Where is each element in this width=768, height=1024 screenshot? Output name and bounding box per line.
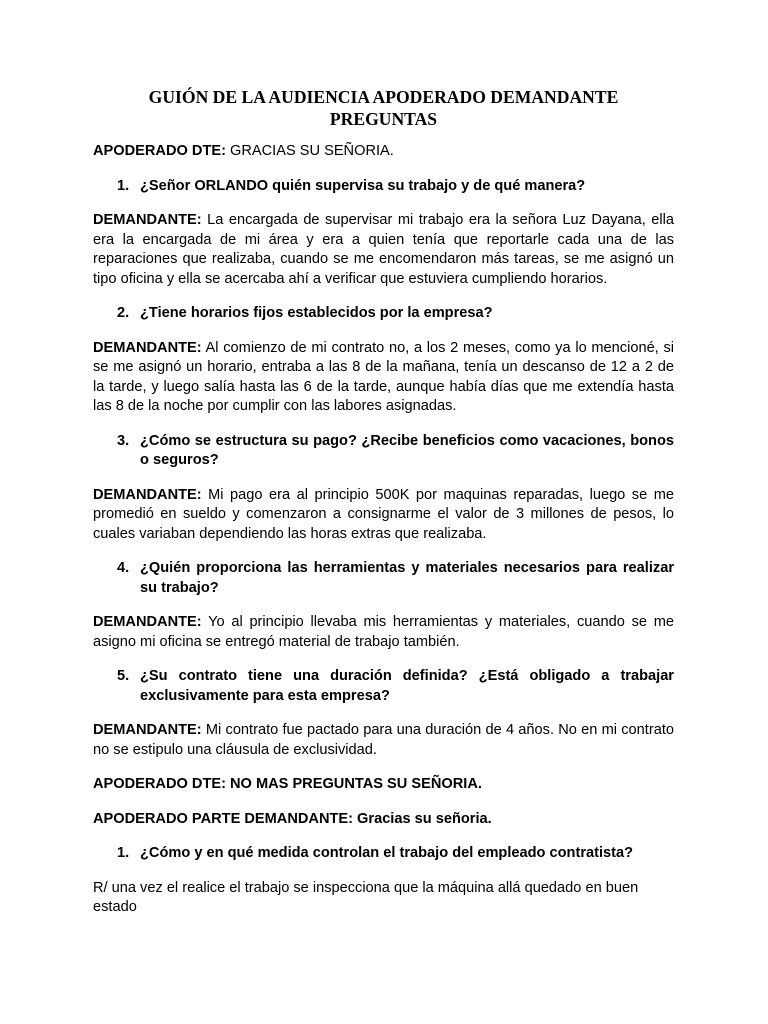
answer-text: La encargada de supervisar mi trabajo era la señora Luz Dayana, ella era la encargada de mi área y era a quien tenía que reportarle cada una de las reparaciones que realizaba, cuando se me encomendaron más tareas, se me asignó un tipo oficina y ella se acercaba ahí a verificar que estuviera cumpliendo horarios. [93, 212, 674, 287]
answer-3 [93, 486, 674, 545]
speaker-label: DEMANDANTE: [93, 722, 202, 738]
question-number: 4. [117, 560, 130, 576]
answer-text: Yo al principio llevaba mis herramientas y materiales, cuando se me asigno mi oficina se entregó material de trabajo también. [93, 614, 674, 650]
answer-5 [93, 721, 674, 760]
opening-statement [93, 142, 674, 162]
question-number: 5. [117, 668, 130, 684]
speaker-label: DEMANDANTE: [93, 486, 202, 503]
answer-2 [93, 339, 674, 417]
answer-text: Al comienzo de mi contrato no, a los 2 meses, como ya lo mencioné, si se me asignó un horario, entraba a las 8 de la mañana, tenía un descanso de 12 a 2 de la tarde, y luego salía hasta las 6 de la tarde, aunque había días que me extendía hasta las 8 de la noche por cumplir con las labores asignadas. [93, 339, 674, 414]
question-3 [117, 432, 674, 471]
answer-text: Mi contrato fue pactado para una duración de 4 años. No en mi contrato no se estipulo una cláusula de exclusividad. [93, 722, 674, 758]
second-opening-statement: APODERADO PARTE DEMANDANTE: Gracias su señoria. [93, 810, 492, 827]
question-text: ¿Tiene horarios fijos establecidos por la empresa? [140, 305, 493, 321]
question-text: ¿Quién proporciona las herramientas y materiales necesarios para realizar su trabajo? [140, 560, 674, 596]
question-5 [117, 667, 674, 706]
question-text: ¿Señor ORLANDO quién supervisa su trabajo y de qué manera? [140, 177, 586, 194]
statement-text: GRACIAS SU SEÑORIA. [225, 143, 394, 159]
question-text: ¿Cómo y en qué medida controlan el trabajo del empleado contratista? [140, 845, 634, 861]
question-text: ¿Cómo se estructura su pago? ¿Recibe beneficios como vacaciones, bonos o seguros? [140, 432, 674, 468]
answer-4 [93, 613, 674, 652]
question-4 [117, 559, 674, 598]
question-2 [117, 304, 674, 324]
question-number: 1. [117, 845, 130, 861]
answer-line: R/ una vez el realice el trabajo se inspecciona que la máquina allá quedado en buen estado [93, 879, 639, 915]
speaker-label: DEMANDANTE: [93, 614, 202, 630]
question-number: 3. [117, 432, 130, 449]
answer-text: Mi pago era al principio 500K por maquinas reparadas, luego se me promedió en sueldo y comenzaron a consignarme el valor de 3 millones de pesos, lo cuales variaban dependiendo las horas extras que realizaba. [93, 486, 674, 542]
question-number: 2. [117, 305, 130, 321]
question-number: 1. [117, 177, 130, 194]
question-1 [117, 177, 674, 197]
second-question-1 [117, 844, 674, 864]
question-text: ¿Su contrato tiene una duración definida? ¿Está obligado a trabajar exclusivamente para esta empresa? [140, 668, 674, 704]
closing-statement: APODERADO DTE: NO MAS PREGUNTAS SU SEÑORIA. [93, 776, 482, 792]
title-line-2: PREGUNTAS [329, 109, 438, 129]
speaker-label: DEMANDANTE: [93, 212, 202, 228]
speaker-label: APODERADO DTE: [93, 143, 226, 159]
document-title [93, 86, 674, 130]
speaker-label: DEMANDANTE: [93, 339, 202, 356]
title-line-1: GUIÓN DE LA AUDIENCIA APODERADO DEMANDANTE [148, 87, 619, 107]
answer-1 [93, 211, 674, 289]
